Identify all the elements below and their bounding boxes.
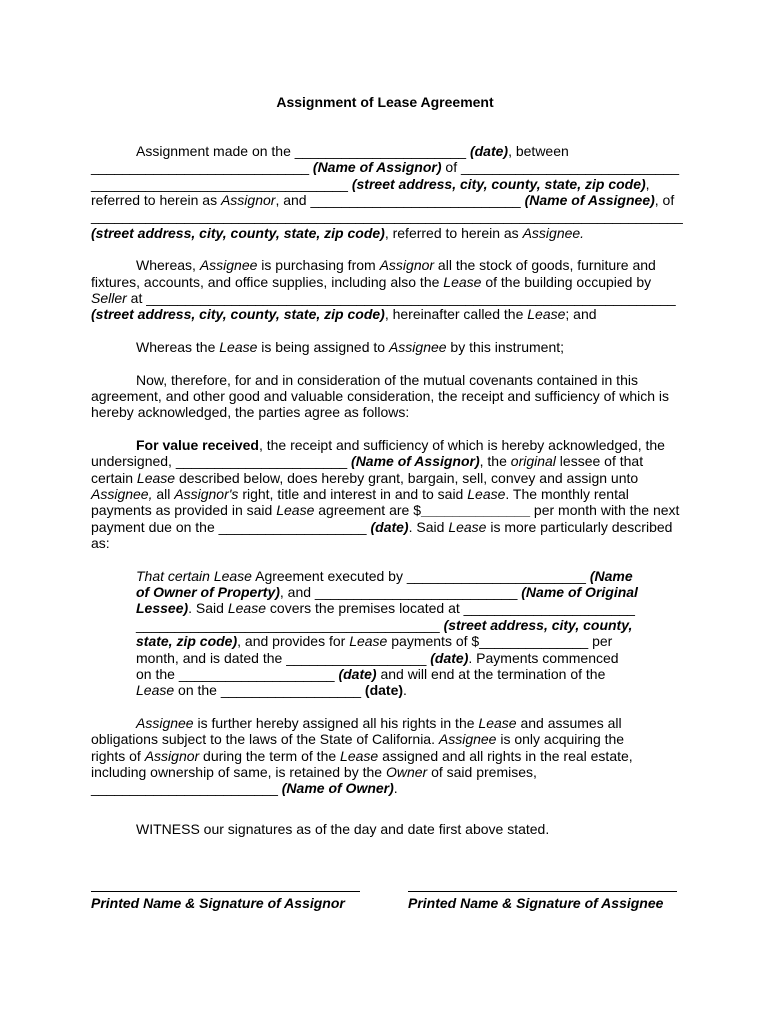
assignee-signature-line <box>408 891 677 892</box>
text: right, title and interest in and to said <box>238 486 468 502</box>
text: , of <box>654 192 675 208</box>
term: Assignee <box>438 731 497 747</box>
field-label: (date) <box>430 650 469 666</box>
text: of said premises, <box>427 764 537 780</box>
text: by this instrument; <box>446 339 565 355</box>
paragraph-line <box>91 502 679 518</box>
field-label: Lessee) <box>136 600 189 616</box>
field-label: (Name of Assignor) <box>351 453 480 469</box>
text: is being assigned to <box>257 339 389 355</box>
witness-statement: WITNESS our signatures as of the day and date first above stated. <box>136 821 550 837</box>
paragraph-line <box>91 290 676 306</box>
paragraph-line <box>91 731 624 747</box>
term: Assignor's <box>174 486 239 502</box>
term: Seller <box>91 290 127 306</box>
field-label: of Owner of Property) <box>136 584 280 600</box>
text: lessee of that <box>555 453 644 469</box>
term: Assignee <box>199 257 258 273</box>
text: ____________________________ <box>91 159 313 175</box>
paragraph-line <box>136 617 632 633</box>
term: Assignor <box>144 748 200 764</box>
term: That certain <box>136 568 214 584</box>
text: payment due on the ___________________ <box>91 519 371 535</box>
text: , referred to herein as <box>384 225 523 241</box>
paragraph-line <box>136 257 656 273</box>
paragraph-line <box>136 715 622 731</box>
text: on the __________________ <box>174 682 365 698</box>
text: certain <box>91 470 137 486</box>
text: Whereas, <box>136 257 200 273</box>
field-label: (date) <box>370 519 409 535</box>
text: , and provides for <box>237 633 350 649</box>
paragraph-line <box>136 143 569 159</box>
term: Lease <box>136 682 175 698</box>
text: described below, does hereby grant, bargain, sell, convey and assign unto <box>175 470 639 486</box>
paragraph-line <box>136 437 665 453</box>
text: . Said <box>188 600 228 616</box>
field-label: (Name of Original <box>521 584 638 600</box>
term: Owner <box>385 764 428 780</box>
text: per month with the next <box>530 502 680 518</box>
field-label: (Name <box>589 568 633 584</box>
field-label: (date) <box>469 143 509 159</box>
paragraph-line <box>91 176 650 192</box>
field-label: (street address, city, county, state, zip code) <box>351 176 646 192</box>
paragraph-line <box>91 274 651 290</box>
paragraph-line: Now, therefore, for and in consideration of the mutual covenants contained in this <box>136 372 638 388</box>
text: ; and <box>565 306 597 322</box>
text: and will end at the termination of the <box>376 666 606 682</box>
text: Whereas the <box>136 339 220 355</box>
field-label: (Name of Assignee) <box>524 192 655 208</box>
text: agreement are $ <box>314 502 421 518</box>
text: referred to herein as <box>91 192 221 208</box>
field-label: (street address, city, county, state, zip code) <box>91 306 385 322</box>
term: Lease <box>527 306 566 322</box>
paragraph-line: as: <box>91 535 110 551</box>
paragraph-line <box>91 748 633 764</box>
paragraph-line <box>91 470 638 486</box>
paragraph-line <box>136 584 638 600</box>
paragraph-line: hereby acknowledged, the parties agree as follows: <box>91 404 410 420</box>
text: Assignment made on the ______________________ <box>136 143 470 159</box>
paragraph-line <box>136 568 633 584</box>
text: obligations subject to the laws of the State of California. <box>91 731 439 747</box>
term: Lease <box>467 486 506 502</box>
assignor-signature-line <box>91 891 360 892</box>
text: of ____________________________ <box>441 159 679 175</box>
text: is only acquiring the <box>496 731 625 747</box>
text: . <box>393 780 398 796</box>
text: , hereinafter called the <box>384 306 528 322</box>
field-label: state, zip code) <box>136 633 238 649</box>
assignor-signature-label: Printed Name & Signature of Assignor <box>91 895 345 911</box>
text: payments as provided in said <box>91 502 277 518</box>
paragraph-line <box>136 600 635 616</box>
term: Assignee. <box>522 225 585 241</box>
text: . <box>403 682 407 698</box>
text: assigned and all rights in the real estate, <box>378 748 633 764</box>
term: Lease <box>340 748 379 764</box>
document-title: Assignment of Lease Agreement <box>276 94 494 110</box>
field-label: (Name of Owner) <box>281 780 394 796</box>
paragraph-line <box>136 666 605 682</box>
term: Lease <box>349 633 388 649</box>
paragraph-line <box>91 453 643 469</box>
paragraph-line <box>91 780 398 796</box>
text: Agreement executed by _______________________ <box>251 568 590 584</box>
term: Lease <box>219 339 258 355</box>
term: Assignee <box>136 715 194 731</box>
text: all the stock of goods, furniture and <box>434 257 656 273</box>
term: Lease <box>276 502 315 518</box>
term: original <box>510 453 556 469</box>
paragraph-line <box>91 225 584 241</box>
text: on the ____________________ <box>136 666 339 682</box>
text: ________________________ <box>91 780 282 796</box>
term: Lease <box>213 568 252 584</box>
field-label: (date) <box>364 682 404 698</box>
paragraph-line <box>91 486 629 502</box>
paragraph-line <box>91 519 672 535</box>
field-label: (Name of Assignor) <box>312 159 442 175</box>
blank-line: ____________________________________________________________________________ <box>91 208 683 224</box>
text: is purchasing from <box>257 257 380 273</box>
term: Assignee, <box>91 486 153 502</box>
text: undersigned, ______________________ <box>91 453 352 469</box>
paragraph-line <box>91 306 597 322</box>
text: _________________________________ <box>91 176 352 192</box>
text: . The monthly rental <box>505 486 629 502</box>
text: , <box>645 176 650 192</box>
paragraph-line <box>136 682 407 698</box>
text: . Said <box>408 519 449 535</box>
term: Lease <box>448 519 487 535</box>
text: during the term of the <box>199 748 341 764</box>
term: Assignor <box>379 257 435 273</box>
text: month, and is dated the __________________ <box>136 650 431 666</box>
field-label: (street address, city, county, state, zip code) <box>91 225 385 241</box>
text: , and ___________________________ <box>275 192 525 208</box>
field-label: (street address, city, county, <box>443 617 633 633</box>
term: Lease <box>227 600 267 616</box>
text: payments of $______________ per <box>387 633 613 649</box>
term: Lease <box>443 274 482 290</box>
text: rights of <box>91 748 145 764</box>
text: _______________________________________ <box>136 617 444 633</box>
paragraph-line <box>91 192 674 208</box>
paragraph-line <box>136 339 564 355</box>
paragraph-line <box>91 764 537 780</box>
assignee-signature-label: Printed Name & Signature of Assignee <box>408 895 664 911</box>
bold-text: For value received <box>136 437 259 453</box>
text: is further hereby assigned all his rights in the <box>193 715 479 731</box>
rent-blank: ______________ <box>421 502 531 518</box>
text: . Payments commenced <box>468 650 619 666</box>
text: , the <box>479 453 511 469</box>
text: is more particularly described <box>486 519 673 535</box>
text: , the receipt and sufficiency of which is hereby acknowledged, the <box>258 437 665 453</box>
text: , between <box>508 143 569 159</box>
text: , and __________________________ <box>279 584 522 600</box>
text: all <box>152 486 175 502</box>
paragraph-line <box>136 650 619 666</box>
paragraph-line: agreement, and other good and valuable consideration, the receipt and sufficiency of which is <box>91 388 669 404</box>
text: of the building occupied by <box>481 274 652 290</box>
text: at ____________________________________________________________________ <box>126 290 676 306</box>
field-label: (date) <box>338 666 377 682</box>
term: Lease <box>478 715 517 731</box>
paragraph-line <box>136 633 612 649</box>
text: covers the premises located at ______________________ <box>266 600 635 616</box>
term: Assignee <box>388 339 447 355</box>
text: and assumes all <box>516 715 622 731</box>
term: Lease <box>136 470 176 486</box>
text: including ownership of same, is retained by the <box>91 764 386 780</box>
term: Assignor <box>220 192 276 208</box>
text: fixtures, accounts, and office supplies, including also the <box>91 274 444 290</box>
paragraph-line <box>91 159 679 175</box>
